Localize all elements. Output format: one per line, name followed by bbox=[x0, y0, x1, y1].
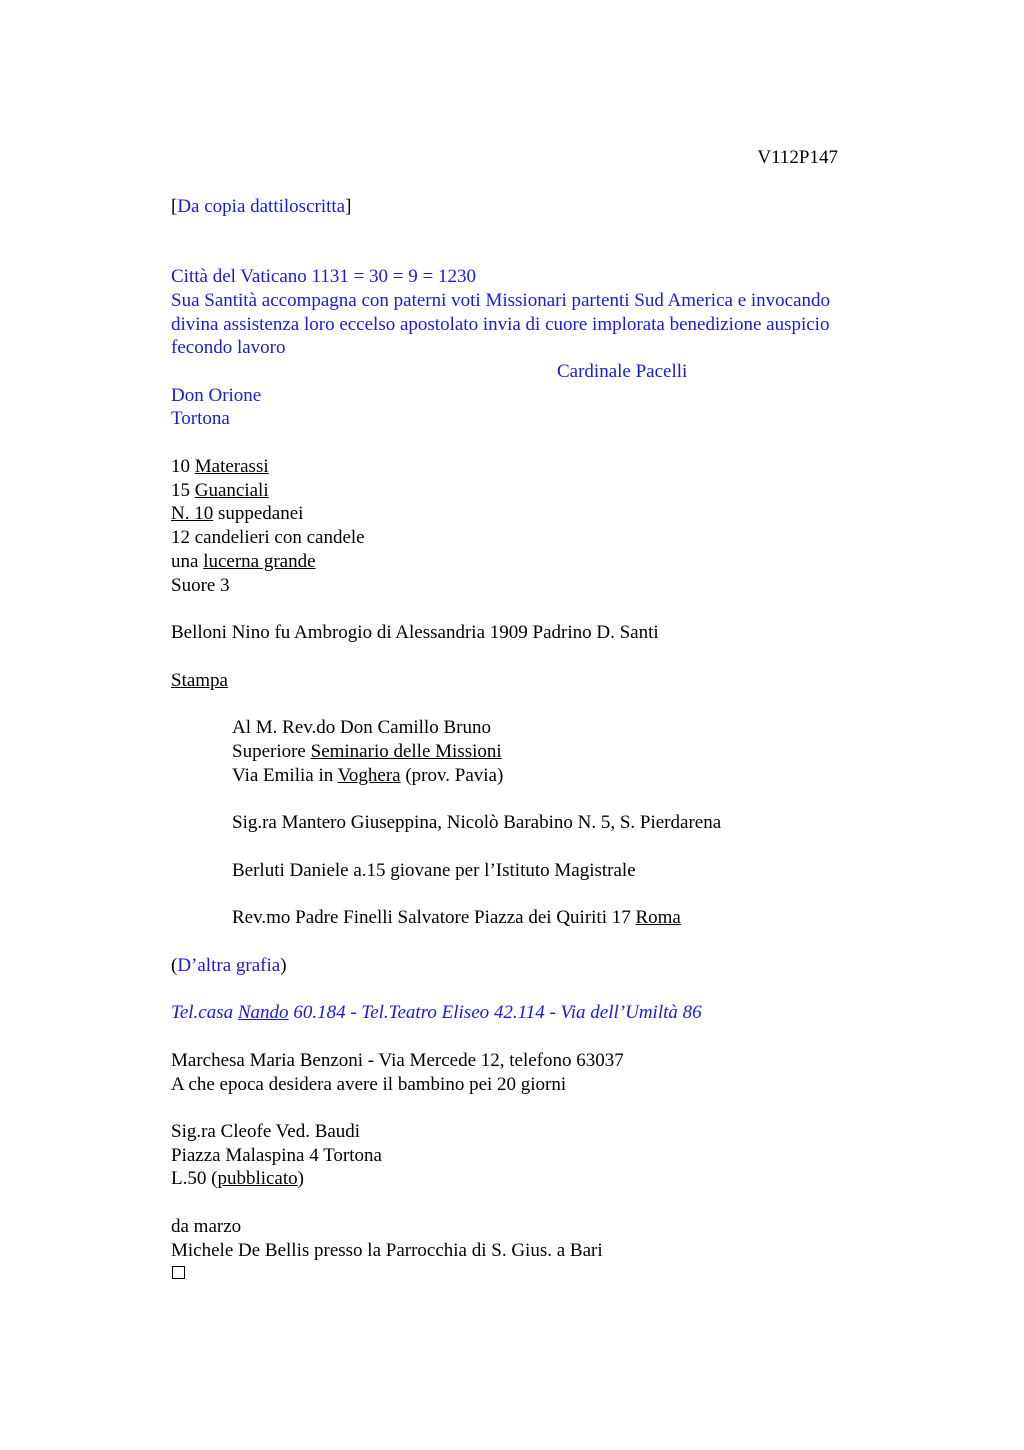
list-item-name: lucerna grande bbox=[203, 551, 316, 572]
note-belloni: Belloni Nino fu Ambrogio di Alessandria 1909 Padrino D. Santi bbox=[171, 622, 659, 643]
address-finelli bbox=[232, 906, 681, 930]
telegram-addressee-city: Tortona bbox=[171, 408, 230, 429]
list-item-name: Guanciali bbox=[194, 480, 269, 501]
tel-text: Tel.casa bbox=[171, 1002, 238, 1023]
list-item-quantity: 15 bbox=[171, 480, 195, 501]
amount-text: L.50 ( bbox=[171, 1168, 218, 1189]
list-item-quantity: 10 bbox=[171, 456, 195, 477]
source-note-text: Da copia dattiloscritta bbox=[177, 196, 346, 217]
telegram-body-line-1: Sua Santità accompagna con paterni voti Missionari partenti Sud America e invocando bbox=[171, 290, 831, 311]
list-item-quantity: una bbox=[171, 551, 204, 572]
list-item-lucerna bbox=[171, 550, 316, 574]
address-bruno-name: Al M. Rev.do Don Camillo Bruno bbox=[232, 717, 491, 738]
baudi-amount bbox=[171, 1167, 304, 1191]
address-underlined: Roma bbox=[635, 907, 681, 928]
tel-name: Nando bbox=[237, 1002, 289, 1023]
document-reference: V112P147 bbox=[757, 147, 838, 168]
note-berluti: Berluti Daniele a.15 giovane per l’Istituto Magistrale bbox=[232, 860, 636, 881]
paren-close: ) bbox=[280, 955, 287, 976]
tel-text: 60.184 - Tel.Teatro Eliseo 42.114 - Via dell’Umiltà 86 bbox=[288, 1002, 702, 1023]
amount-text: ) bbox=[297, 1168, 304, 1189]
address-bruno-role bbox=[232, 740, 502, 764]
list-item-quantity: N. 10 bbox=[171, 503, 214, 524]
address-text: Rev.mo Padre Finelli Salvatore Piazza dei Quiriti 17 bbox=[232, 907, 636, 928]
telegram-body-line-2: divina assistenza loro eccelso apostolato invia di cuore implorata benedizione auspicio bbox=[171, 314, 830, 335]
benzoni-address: Marchesa Maria Benzoni - Via Mercede 12, telefono 63037 bbox=[171, 1050, 624, 1071]
debellis-address: Michele De Bellis presso la Parrocchia di S. Gius. a Bari bbox=[171, 1240, 603, 1261]
list-item-suppedanei bbox=[171, 502, 303, 526]
address-mantero: Sig.ra Mantero Giuseppina, Nicolò Barabino N. 5, S. Pierdarena bbox=[232, 812, 722, 833]
list-item-guanciali bbox=[171, 479, 269, 503]
debellis-date: da marzo bbox=[171, 1216, 242, 1237]
list-item-candelieri: 12 candelieri con candele bbox=[171, 527, 365, 548]
section-stampa: Stampa bbox=[171, 670, 228, 691]
telephone-line bbox=[171, 1001, 702, 1025]
source-note bbox=[171, 195, 351, 219]
paren-open: ( bbox=[171, 955, 178, 976]
list-item-name: Materassi bbox=[194, 456, 269, 477]
bracket-open: [ bbox=[171, 196, 178, 217]
telegram-signature: Cardinale Pacelli bbox=[557, 361, 688, 382]
address-text: Via Emilia in bbox=[232, 765, 338, 786]
other-hand-text: D’altra grafia bbox=[177, 955, 281, 976]
address-text: (prov. Pavia) bbox=[400, 765, 504, 786]
bracket-close: ] bbox=[345, 196, 352, 217]
telegram-body-line-3: fecondo lavoro bbox=[171, 337, 286, 358]
telegram-header: Città del Vaticano 1131 = 30 = 9 = 1230 bbox=[171, 266, 476, 287]
list-item-name: suppedanei bbox=[213, 503, 304, 524]
amount-underlined: pubblicato bbox=[217, 1168, 298, 1189]
list-item-materassi bbox=[171, 455, 269, 479]
address-text: Superiore bbox=[232, 741, 311, 762]
other-hand-note bbox=[171, 954, 287, 978]
baudi-name: Sig.ra Cleofe Ved. Baudi bbox=[171, 1121, 361, 1142]
address-underlined: Seminario delle Missioni bbox=[310, 741, 502, 762]
list-item-suore: Suore 3 bbox=[171, 575, 230, 596]
empty-square-symbol bbox=[172, 1266, 185, 1279]
benzoni-note: A che epoca desidera avere il bambino pei 20 giorni bbox=[171, 1074, 567, 1095]
telegram-addressee-name: Don Orione bbox=[171, 385, 262, 406]
address-bruno-street bbox=[232, 764, 503, 788]
address-underlined: Voghera bbox=[337, 765, 401, 786]
baudi-address: Piazza Malaspina 4 Tortona bbox=[171, 1145, 382, 1166]
